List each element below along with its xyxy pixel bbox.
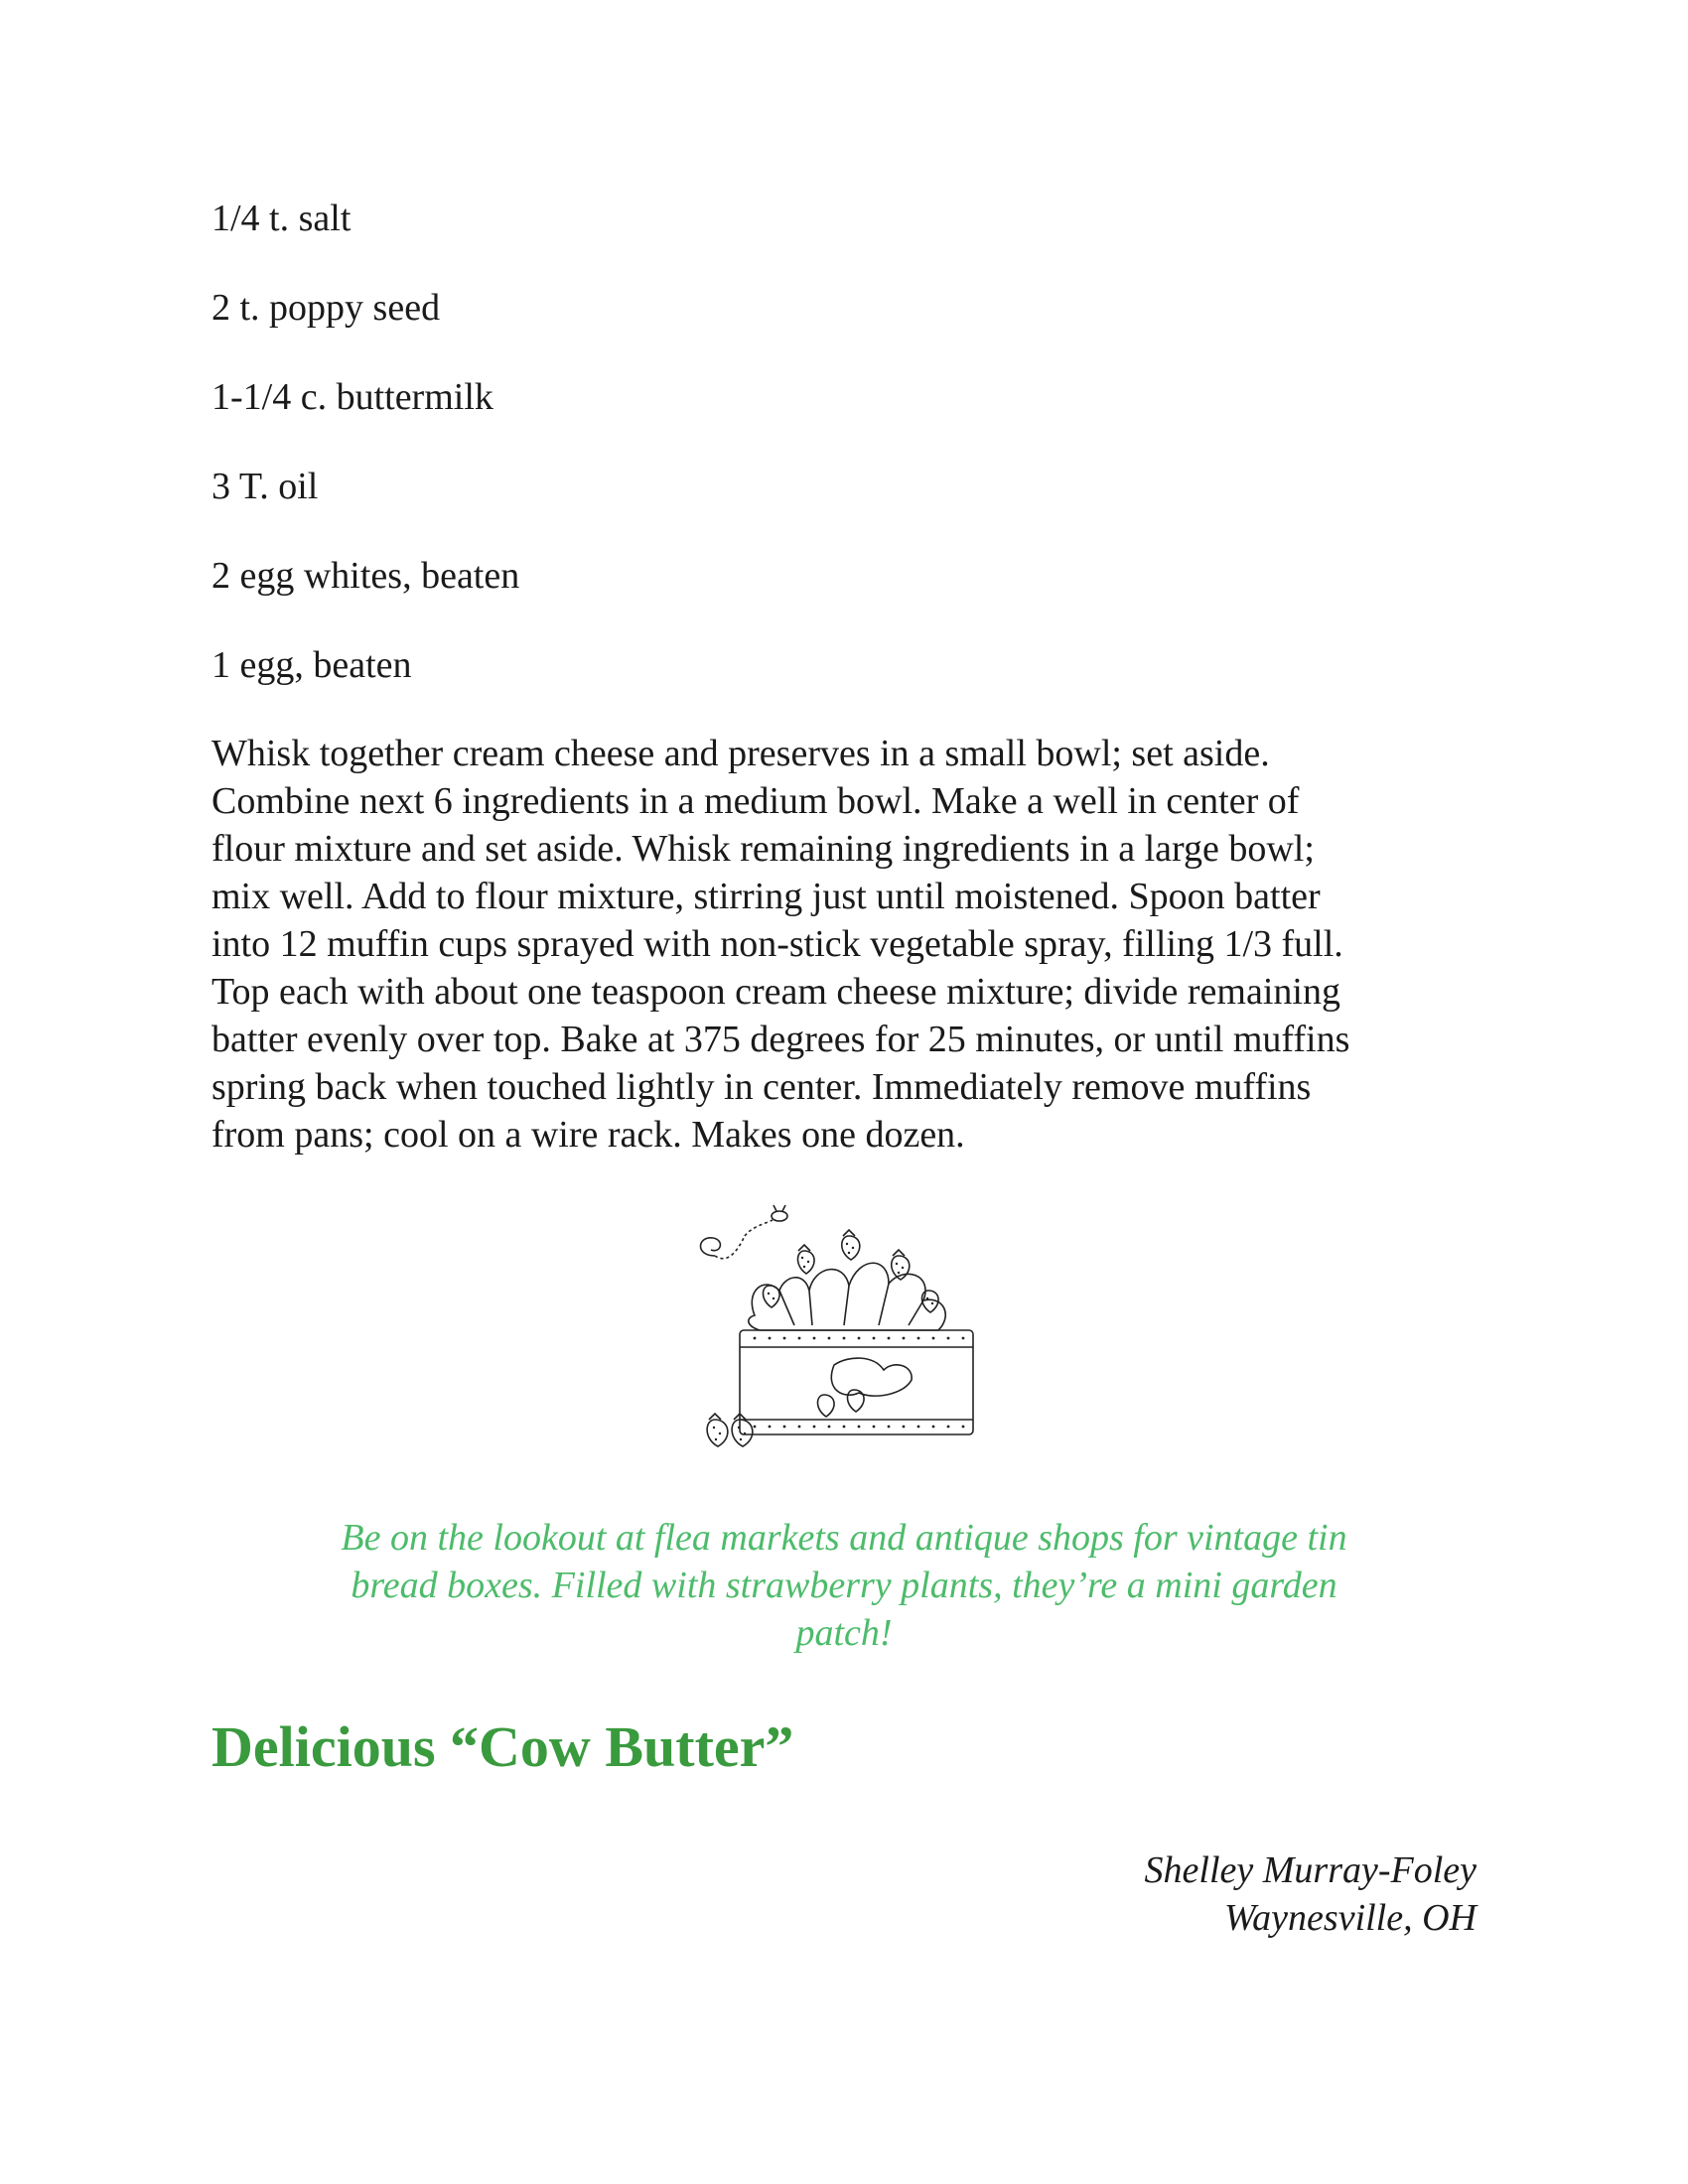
ingredient-item: 2 egg whites, beaten xyxy=(211,555,520,597)
recipe-credit xyxy=(1145,1846,1477,1942)
ingredient-item: 1 egg, beaten xyxy=(211,644,412,686)
directions-line: Combine next 6 ingredients in a medium bowl. Make a well in center of xyxy=(211,780,1300,822)
tip-line: Be on the lookout at flea markets and antique shops for vintage tin xyxy=(341,1517,1347,1559)
directions-line: flour mixture and set aside. Whisk remaining ingredients in a large bowl; xyxy=(211,828,1315,870)
directions-line: mix well. Add to flour mixture, stirring just until moistened. Spoon batter xyxy=(211,876,1321,917)
credit-name: Shelley Murray-Foley xyxy=(1144,1849,1477,1891)
directions-line: spring back when touched lightly in center. Immediately remove muffins xyxy=(211,1066,1312,1108)
ingredient-list xyxy=(211,195,519,731)
directions-line: Top each with about one teaspoon cream cheese mixture; divide remaining xyxy=(211,971,1340,1013)
directions-line: Whisk together cream cheese and preserves in a small bowl; set aside. xyxy=(211,733,1270,774)
ingredient-item: 1/4 t. salt xyxy=(211,198,352,239)
directions-line: from pans; cool on a wire rack. Makes one dozen. xyxy=(211,1114,965,1156)
strawberry-planter-illustration xyxy=(685,1196,1003,1464)
tip-line: bread boxes. Filled with strawberry plants, they’re a mini garden xyxy=(351,1565,1337,1606)
directions-line: into 12 muffin cups sprayed with non-stick vegetable spray, filling 1/3 full. xyxy=(211,923,1343,965)
credit-location: Waynesville, OH xyxy=(1224,1897,1477,1939)
tip-note xyxy=(248,1514,1440,1657)
ingredient-item: 2 t. poppy seed xyxy=(211,287,441,329)
ingredient-item: 3 T. oil xyxy=(211,466,319,507)
directions-line: batter evenly over top. Bake at 375 degrees for 25 minutes, or until muffins xyxy=(211,1019,1350,1060)
recipe-title: Delicious “Cow Butter” xyxy=(211,1714,794,1779)
directions-paragraph xyxy=(211,730,1492,1159)
ingredient-item: 1-1/4 c. buttermilk xyxy=(211,376,493,418)
tip-line: patch! xyxy=(795,1612,893,1654)
